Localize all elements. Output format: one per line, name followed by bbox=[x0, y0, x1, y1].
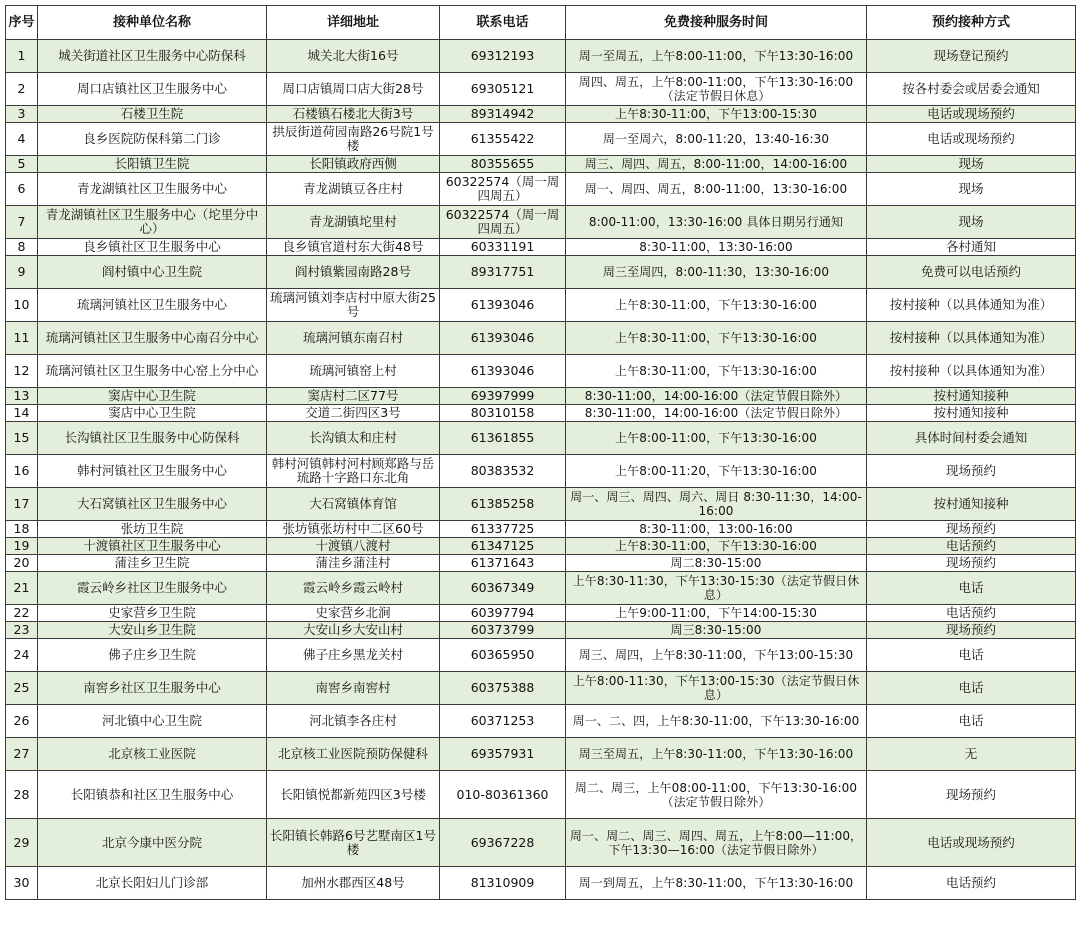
cell-method: 电话或现场预约 bbox=[867, 106, 1076, 123]
cell-address: 十渡镇八渡村 bbox=[267, 538, 440, 555]
cell-address: 琉璃河镇东南召村 bbox=[267, 322, 440, 355]
cell-name: 琉璃河镇社区卫生服务中心 bbox=[38, 289, 267, 322]
cell-time: 周二、周三，上午08:00-11:00，下午13:30-16:00（法定节假日除外） bbox=[566, 771, 867, 819]
cell-time: 上午8:30-11:30，下午13:30-15:30（法定节假日休息） bbox=[566, 572, 867, 605]
cell-name: 蒲洼乡卫生院 bbox=[38, 555, 267, 572]
cell-no: 8 bbox=[6, 239, 38, 256]
cell-name: 长沟镇社区卫生服务中心防保科 bbox=[38, 422, 267, 455]
cell-time: 8:30-11:00，14:00-16:00（法定节假日除外） bbox=[566, 405, 867, 422]
cell-phone: 61393046 bbox=[440, 322, 566, 355]
cell-method: 电话预约 bbox=[867, 605, 1076, 622]
cell-phone: 61385258 bbox=[440, 488, 566, 521]
cell-phone: 89314942 bbox=[440, 106, 566, 123]
cell-method: 现场 bbox=[867, 206, 1076, 239]
table-row bbox=[6, 538, 1076, 555]
cell-no: 25 bbox=[6, 672, 38, 705]
cell-phone: 80310158 bbox=[440, 405, 566, 422]
cell-phone: 60322574（周一周四周五） bbox=[440, 173, 566, 206]
cell-time: 周三至周五，上午8:30-11:00，下午13:30-16:00 bbox=[566, 738, 867, 771]
cell-time: 上午8:30-11:00，下午13:00-15:30 bbox=[566, 106, 867, 123]
table-row bbox=[6, 819, 1076, 867]
table-row bbox=[6, 173, 1076, 206]
cell-phone: 61361855 bbox=[440, 422, 566, 455]
cell-time: 上午8:00-11:20，下午13:30-16:00 bbox=[566, 455, 867, 488]
cell-time: 周一、二、四，上午8:30-11:00，下午13:30-16:00 bbox=[566, 705, 867, 738]
cell-phone: 61337725 bbox=[440, 521, 566, 538]
cell-method: 具体时间村委会通知 bbox=[867, 422, 1076, 455]
cell-name: 窦店中心卫生院 bbox=[38, 388, 267, 405]
table-row bbox=[6, 672, 1076, 705]
vaccination-sites-table bbox=[5, 5, 1076, 900]
cell-method: 现场预约 bbox=[867, 555, 1076, 572]
cell-no: 28 bbox=[6, 771, 38, 819]
table-row bbox=[6, 555, 1076, 572]
cell-address: 城关北大街16号 bbox=[267, 40, 440, 73]
table-row bbox=[6, 355, 1076, 388]
table-row bbox=[6, 206, 1076, 239]
cell-address: 张坊镇张坊村中二区60号 bbox=[267, 521, 440, 538]
cell-time: 上午8:00-11:30，下午13:00-15:30（法定节假日休息） bbox=[566, 672, 867, 705]
cell-phone: 60373799 bbox=[440, 622, 566, 639]
cell-no: 5 bbox=[6, 156, 38, 173]
cell-time: 上午9:00-11:00，下午14:00-15:30 bbox=[566, 605, 867, 622]
cell-no: 1 bbox=[6, 40, 38, 73]
cell-method: 按村通知接种 bbox=[867, 405, 1076, 422]
cell-name: 张坊卫生院 bbox=[38, 521, 267, 538]
cell-time: 周三至周四，8:00-11:30，13:30-16:00 bbox=[566, 256, 867, 289]
cell-time: 周四、周五，上午8:00-11:00，下午13:30-16:00（法定节假日休息） bbox=[566, 73, 867, 106]
cell-phone: 61355422 bbox=[440, 123, 566, 156]
cell-phone: 010-80361360 bbox=[440, 771, 566, 819]
cell-method: 电话预约 bbox=[867, 538, 1076, 555]
cell-method: 无 bbox=[867, 738, 1076, 771]
cell-phone: 89317751 bbox=[440, 256, 566, 289]
cell-time: 周一到周五，上午8:30-11:00，下午13:30-16:00 bbox=[566, 867, 867, 900]
cell-address: 河北镇李各庄村 bbox=[267, 705, 440, 738]
cell-address: 琉璃河镇窑上村 bbox=[267, 355, 440, 388]
cell-phone: 61393046 bbox=[440, 355, 566, 388]
cell-name: 河北镇中心卫生院 bbox=[38, 705, 267, 738]
cell-name: 长阳镇恭和社区卫生服务中心 bbox=[38, 771, 267, 819]
cell-time: 周一至周五，上午8:00-11:00，下午13:30-16:00 bbox=[566, 40, 867, 73]
cell-no: 13 bbox=[6, 388, 38, 405]
cell-no: 29 bbox=[6, 819, 38, 867]
cell-name: 霞云岭乡社区卫生服务中心 bbox=[38, 572, 267, 605]
cell-name: 琉璃河镇社区卫生服务中心南召分中心 bbox=[38, 322, 267, 355]
cell-method: 电话 bbox=[867, 672, 1076, 705]
table-row bbox=[6, 388, 1076, 405]
cell-method: 现场登记预约 bbox=[867, 40, 1076, 73]
cell-phone: 69357931 bbox=[440, 738, 566, 771]
cell-name: 北京长阳妇儿门诊部 bbox=[38, 867, 267, 900]
cell-time: 上午8:30-11:00，下午13:30-16:00 bbox=[566, 538, 867, 555]
cell-phone: 60367349 bbox=[440, 572, 566, 605]
cell-address: 长阳镇长韩路6号艺墅南区1号楼 bbox=[267, 819, 440, 867]
cell-time: 上午8:00-11:00，下午13:30-16:00 bbox=[566, 422, 867, 455]
table-row bbox=[6, 322, 1076, 355]
cell-phone: 61347125 bbox=[440, 538, 566, 555]
cell-phone: 60375388 bbox=[440, 672, 566, 705]
cell-name: 良乡镇社区卫生服务中心 bbox=[38, 239, 267, 256]
cell-phone: 69397999 bbox=[440, 388, 566, 405]
cell-no: 20 bbox=[6, 555, 38, 572]
table-row bbox=[6, 256, 1076, 289]
cell-method: 按村接种（以具体通知为准） bbox=[867, 355, 1076, 388]
cell-name: 北京核工业医院 bbox=[38, 738, 267, 771]
cell-method: 电话或现场预约 bbox=[867, 123, 1076, 156]
cell-method: 电话或现场预约 bbox=[867, 819, 1076, 867]
cell-address: 蒲洼乡蒲洼村 bbox=[267, 555, 440, 572]
cell-method: 现场预约 bbox=[867, 622, 1076, 639]
cell-name: 石楼卫生院 bbox=[38, 106, 267, 123]
cell-no: 23 bbox=[6, 622, 38, 639]
cell-no: 9 bbox=[6, 256, 38, 289]
cell-time: 上午8:30-11:00，下午13:30-16:00 bbox=[566, 322, 867, 355]
cell-name: 史家营乡卫生院 bbox=[38, 605, 267, 622]
cell-method: 按村通知接种 bbox=[867, 488, 1076, 521]
cell-address: 拱辰街道荷园南路26号院1号楼 bbox=[267, 123, 440, 156]
header-method: 预约接种方式 bbox=[867, 6, 1076, 40]
cell-name: 韩村河镇社区卫生服务中心 bbox=[38, 455, 267, 488]
cell-name: 良乡医院防保科第二门诊 bbox=[38, 123, 267, 156]
cell-address: 交道二街四区3号 bbox=[267, 405, 440, 422]
cell-no: 10 bbox=[6, 289, 38, 322]
cell-name: 十渡镇社区卫生服务中心 bbox=[38, 538, 267, 555]
cell-no: 22 bbox=[6, 605, 38, 622]
cell-no: 18 bbox=[6, 521, 38, 538]
cell-address: 加州水郡西区48号 bbox=[267, 867, 440, 900]
cell-method: 免费可以电话预约 bbox=[867, 256, 1076, 289]
cell-no: 27 bbox=[6, 738, 38, 771]
table-row bbox=[6, 639, 1076, 672]
cell-address: 青龙湖镇豆各庄村 bbox=[267, 173, 440, 206]
cell-time: 周三8:30-15:00 bbox=[566, 622, 867, 639]
table-row bbox=[6, 73, 1076, 106]
cell-phone: 80355655 bbox=[440, 156, 566, 173]
cell-phone: 69312193 bbox=[440, 40, 566, 73]
cell-no: 6 bbox=[6, 173, 38, 206]
cell-name: 南窖乡社区卫生服务中心 bbox=[38, 672, 267, 705]
cell-method: 现场预约 bbox=[867, 521, 1076, 538]
table-row bbox=[6, 422, 1076, 455]
cell-time: 上午8:30-11:00，下午13:30-16:00 bbox=[566, 289, 867, 322]
table-row bbox=[6, 622, 1076, 639]
cell-phone: 80383532 bbox=[440, 455, 566, 488]
cell-phone: 69305121 bbox=[440, 73, 566, 106]
cell-phone: 60331191 bbox=[440, 239, 566, 256]
table-row bbox=[6, 455, 1076, 488]
table-row bbox=[6, 572, 1076, 605]
cell-address: 长阳镇政府西侧 bbox=[267, 156, 440, 173]
table-row bbox=[6, 521, 1076, 538]
table-row bbox=[6, 405, 1076, 422]
cell-time: 周一、周二、周三、周四、周五，上午8:00—11:00，下午13:30—16:00（法定节假日除外） bbox=[566, 819, 867, 867]
cell-name: 长阳镇卫生院 bbox=[38, 156, 267, 173]
table-row bbox=[6, 771, 1076, 819]
cell-method: 现场预约 bbox=[867, 455, 1076, 488]
cell-time: 周一至周六，8:00-11:20，13:40-16:30 bbox=[566, 123, 867, 156]
cell-method: 现场预约 bbox=[867, 771, 1076, 819]
cell-no: 17 bbox=[6, 488, 38, 521]
cell-address: 石楼镇石楼北大街3号 bbox=[267, 106, 440, 123]
cell-method: 现场 bbox=[867, 173, 1076, 206]
cell-address: 琉璃河镇刘李店村中原大街25号 bbox=[267, 289, 440, 322]
table-row bbox=[6, 488, 1076, 521]
cell-address: 大石窝镇体育馆 bbox=[267, 488, 440, 521]
table-row bbox=[6, 123, 1076, 156]
cell-name: 阎村镇中心卫生院 bbox=[38, 256, 267, 289]
cell-phone: 61371643 bbox=[440, 555, 566, 572]
cell-address: 大安山乡大安山村 bbox=[267, 622, 440, 639]
cell-phone: 81310909 bbox=[440, 867, 566, 900]
cell-time: 周一、周三、周四、周六、周日 8:30-11:30，14:00-16:00 bbox=[566, 488, 867, 521]
cell-method: 按村通知接种 bbox=[867, 388, 1076, 405]
cell-name: 大石窝镇社区卫生服务中心 bbox=[38, 488, 267, 521]
header-row bbox=[6, 6, 1076, 40]
cell-name: 青龙湖镇社区卫生服务中心 bbox=[38, 173, 267, 206]
cell-phone: 60371253 bbox=[440, 705, 566, 738]
cell-address: 史家营乡北涧 bbox=[267, 605, 440, 622]
cell-time: 周二8:30-15:00 bbox=[566, 555, 867, 572]
cell-method: 现场 bbox=[867, 156, 1076, 173]
cell-phone: 60397794 bbox=[440, 605, 566, 622]
cell-name: 窦店中心卫生院 bbox=[38, 405, 267, 422]
cell-time: 8:30-11:00，13:00-16:00 bbox=[566, 521, 867, 538]
cell-no: 14 bbox=[6, 405, 38, 422]
cell-no: 11 bbox=[6, 322, 38, 355]
cell-method: 按村接种（以具体通知为准） bbox=[867, 322, 1076, 355]
cell-name: 北京今康中医分院 bbox=[38, 819, 267, 867]
cell-address: 佛子庄乡黑龙关村 bbox=[267, 639, 440, 672]
cell-no: 24 bbox=[6, 639, 38, 672]
table-body bbox=[6, 40, 1076, 900]
cell-address: 霞云岭乡霞云岭村 bbox=[267, 572, 440, 605]
cell-address: 窦店村二区77号 bbox=[267, 388, 440, 405]
cell-time: 8:30-11:00，13:30-16:00 bbox=[566, 239, 867, 256]
cell-no: 12 bbox=[6, 355, 38, 388]
cell-no: 26 bbox=[6, 705, 38, 738]
cell-method: 电话预约 bbox=[867, 867, 1076, 900]
cell-method: 按各村委会或居委会通知 bbox=[867, 73, 1076, 106]
cell-time: 8:30-11:00，14:00-16:00（法定节假日除外） bbox=[566, 388, 867, 405]
cell-phone: 69367228 bbox=[440, 819, 566, 867]
cell-name: 周口店镇社区卫生服务中心 bbox=[38, 73, 267, 106]
cell-time: 周一、周四、周五，8:00-11:00，13:30-16:00 bbox=[566, 173, 867, 206]
cell-name: 青龙湖镇社区卫生服务中心（坨里分中心） bbox=[38, 206, 267, 239]
cell-time: 周三、周四、周五，8:00-11:00，14:00-16:00 bbox=[566, 156, 867, 173]
table-row bbox=[6, 289, 1076, 322]
cell-no: 7 bbox=[6, 206, 38, 239]
cell-time: 8:00-11:00，13:30-16:00 具体日期另行通知 bbox=[566, 206, 867, 239]
header-no: 序号 bbox=[6, 6, 38, 40]
cell-name: 城关街道社区卫生服务中心防保科 bbox=[38, 40, 267, 73]
cell-no: 15 bbox=[6, 422, 38, 455]
cell-address: 青龙湖镇坨里村 bbox=[267, 206, 440, 239]
header-name: 接种单位名称 bbox=[38, 6, 267, 40]
header-time: 免费接种服务时间 bbox=[566, 6, 867, 40]
cell-method: 各村通知 bbox=[867, 239, 1076, 256]
cell-method: 电话 bbox=[867, 572, 1076, 605]
cell-no: 2 bbox=[6, 73, 38, 106]
cell-method: 电话 bbox=[867, 639, 1076, 672]
cell-address: 长阳镇悦都新苑四区3号楼 bbox=[267, 771, 440, 819]
table-row bbox=[6, 156, 1076, 173]
cell-address: 周口店镇周口店大街28号 bbox=[267, 73, 440, 106]
cell-no: 19 bbox=[6, 538, 38, 555]
cell-address: 北京核工业医院预防保健科 bbox=[267, 738, 440, 771]
cell-address: 韩村河镇韩村河村顾郑路与岳琉路十字路口东北角 bbox=[267, 455, 440, 488]
cell-time: 上午8:30-11:00，下午13:30-16:00 bbox=[566, 355, 867, 388]
cell-phone: 60365950 bbox=[440, 639, 566, 672]
table-row bbox=[6, 738, 1076, 771]
cell-phone: 60322574（周一周四周五） bbox=[440, 206, 566, 239]
cell-name: 佛子庄乡卫生院 bbox=[38, 639, 267, 672]
cell-no: 21 bbox=[6, 572, 38, 605]
cell-address: 南窖乡南窖村 bbox=[267, 672, 440, 705]
cell-name: 琉璃河镇社区卫生服务中心窑上分中心 bbox=[38, 355, 267, 388]
cell-method: 按村接种（以具体通知为准） bbox=[867, 289, 1076, 322]
table-row bbox=[6, 705, 1076, 738]
cell-method: 电话 bbox=[867, 705, 1076, 738]
cell-name: 大安山乡卫生院 bbox=[38, 622, 267, 639]
cell-address: 长沟镇太和庄村 bbox=[267, 422, 440, 455]
cell-address: 良乡镇官道村东大街48号 bbox=[267, 239, 440, 256]
table-row bbox=[6, 239, 1076, 256]
table-row bbox=[6, 106, 1076, 123]
header-address: 详细地址 bbox=[267, 6, 440, 40]
cell-no: 3 bbox=[6, 106, 38, 123]
cell-no: 30 bbox=[6, 867, 38, 900]
table-row bbox=[6, 605, 1076, 622]
header-phone: 联系电话 bbox=[440, 6, 566, 40]
table-row bbox=[6, 867, 1076, 900]
cell-address: 阎村镇紫园南路28号 bbox=[267, 256, 440, 289]
cell-no: 16 bbox=[6, 455, 38, 488]
cell-no: 4 bbox=[6, 123, 38, 156]
cell-time: 周三、周四，上午8:30-11:00，下午13:00-15:30 bbox=[566, 639, 867, 672]
table-row bbox=[6, 40, 1076, 73]
cell-phone: 61393046 bbox=[440, 289, 566, 322]
